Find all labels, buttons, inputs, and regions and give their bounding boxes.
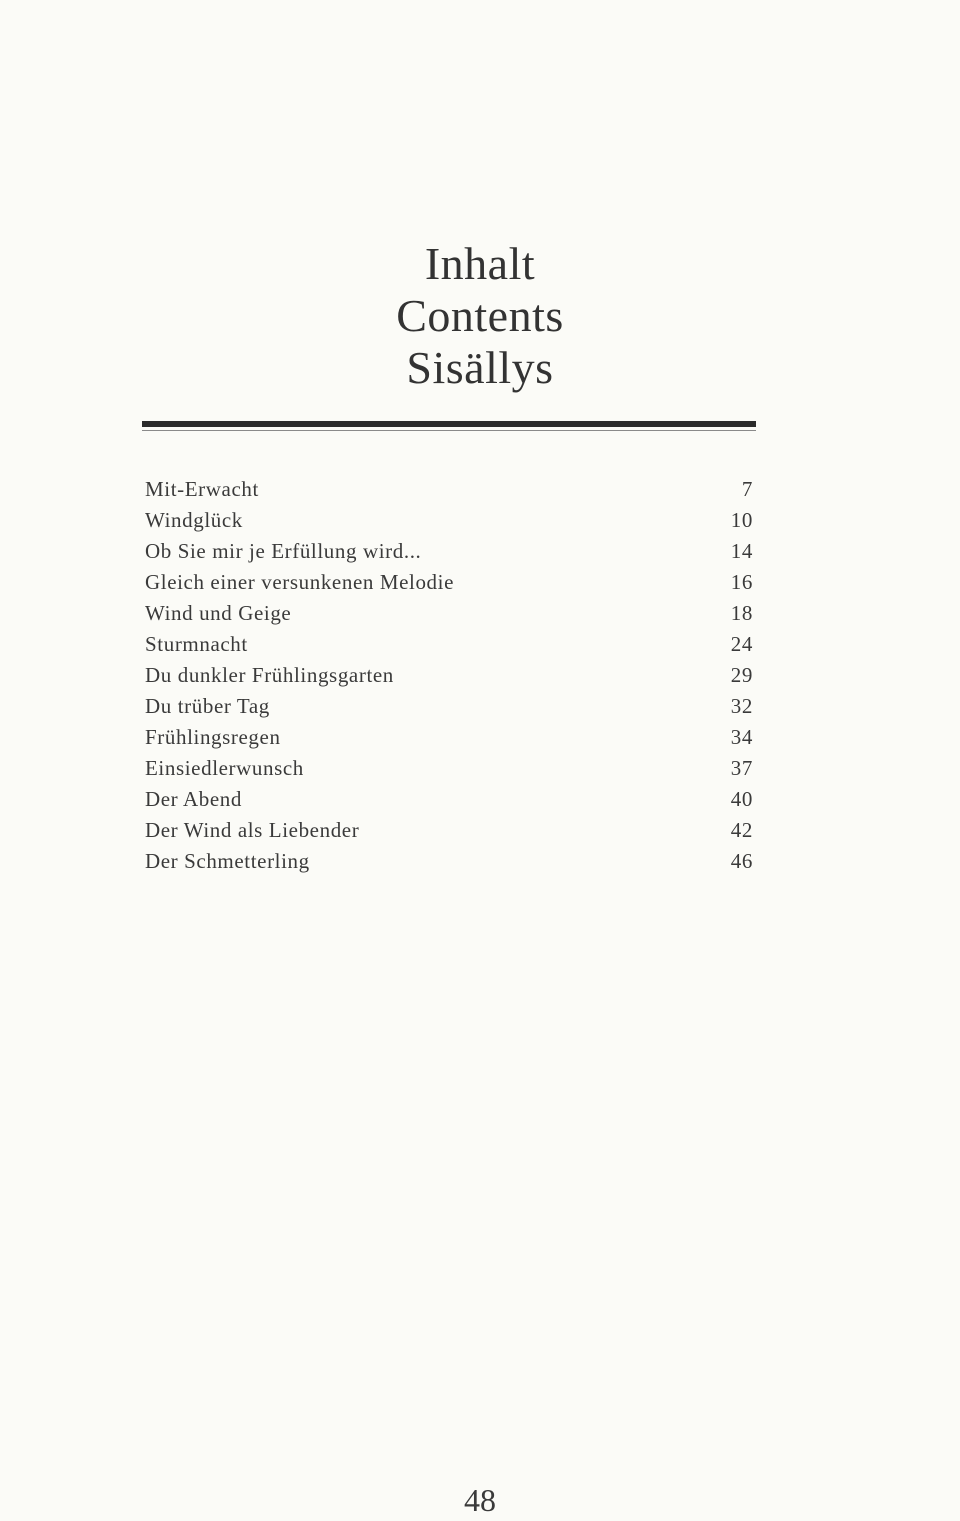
title-english: Contents xyxy=(396,290,564,341)
toc-entry-title: Der Schmetterling xyxy=(145,849,310,873)
heavy-divider xyxy=(142,421,756,427)
toc-entry-page: 10 xyxy=(730,508,753,532)
toc-entry-page: 16 xyxy=(730,570,753,594)
toc-entry-page: 32 xyxy=(730,694,753,718)
toc-entry-title: Ob Sie mir je Erfüllung wird... xyxy=(145,539,422,563)
toc-entry-title: Mit-Erwacht xyxy=(145,477,259,501)
toc-entry-page: 18 xyxy=(730,601,753,625)
toc-entry-page: 14 xyxy=(730,539,753,563)
toc-entry-page: 7 xyxy=(741,477,753,501)
toc-entry xyxy=(145,660,753,691)
toc-entry xyxy=(145,753,753,784)
toc-entry xyxy=(145,536,753,567)
toc-entry-title: Du dunkler Frühlingsgarten xyxy=(145,663,394,687)
toc-entry-title: Sturmnacht xyxy=(145,632,248,656)
toc-entry xyxy=(145,691,753,722)
toc-entry xyxy=(145,784,753,815)
toc-entry-page: 24 xyxy=(730,632,753,656)
toc-entry-title: Frühlingsregen xyxy=(145,725,281,749)
title-finnish: Sisällys xyxy=(406,342,554,393)
toc-entry-title: Windglück xyxy=(145,508,243,532)
toc-entry xyxy=(145,567,753,598)
page-number: 48 xyxy=(464,1482,496,1518)
toc-entry-title: Wind und Geige xyxy=(145,601,292,625)
page-title-block xyxy=(0,238,960,394)
toc-entry-page: 40 xyxy=(730,787,753,811)
toc-entry-page: 42 xyxy=(730,818,753,842)
toc-entry xyxy=(145,629,753,660)
toc-entry xyxy=(145,846,753,877)
table-of-contents xyxy=(145,474,753,877)
toc-entry xyxy=(145,505,753,536)
toc-entry-page: 29 xyxy=(730,663,753,687)
toc-entry-page: 46 xyxy=(730,849,753,873)
toc-entry-page: 37 xyxy=(730,756,753,780)
toc-entry xyxy=(145,815,753,846)
toc-entry-title: Einsiedlerwunsch xyxy=(145,756,304,780)
toc-entry-title: Der Abend xyxy=(145,787,242,811)
toc-entry-page: 34 xyxy=(730,725,753,749)
toc-entry-title: Gleich einer versunkenen Melodie xyxy=(145,570,455,594)
toc-entry-title: Der Wind als Liebender xyxy=(145,818,360,842)
thin-divider xyxy=(142,430,756,431)
toc-entry-title: Du trüber Tag xyxy=(145,694,270,718)
toc-entry xyxy=(145,722,753,753)
toc-entry xyxy=(145,474,753,505)
toc-entry xyxy=(145,598,753,629)
title-german: Inhalt xyxy=(424,238,536,289)
